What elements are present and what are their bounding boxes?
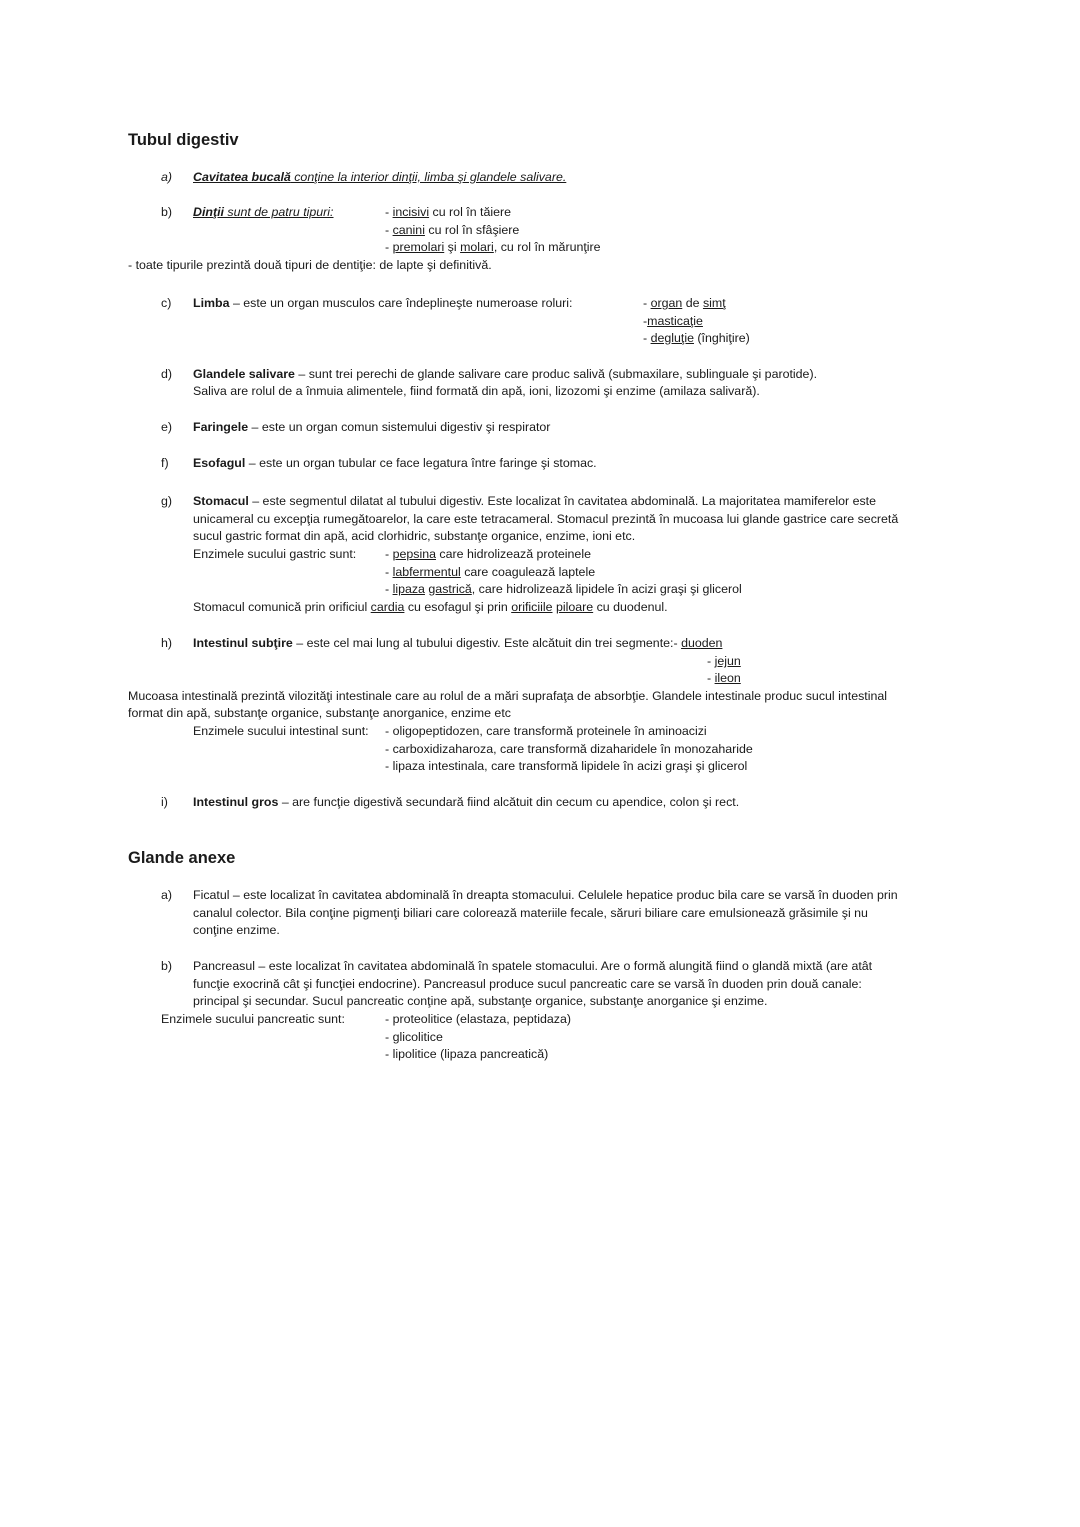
item-i-text [193,794,739,812]
tongue-role [643,313,703,331]
item-e-text [193,419,550,437]
item-i-desc: – are funcţie digestivă secundară fiind alcătuit din cecum cu apendice, colon şi rect. [278,795,740,809]
term: cardia [370,600,405,614]
term: gastrică [428,582,472,596]
pancreatic-enzyme: - proteolitice (elastaza, peptidaza) [385,1012,571,1026]
segment-item [707,653,741,671]
bullet: - [385,240,393,254]
gastric-enzyme [385,581,742,599]
term-desc: cu rol în tăiere [429,205,512,219]
teeth-list-item [385,204,511,222]
gland-b-letter: b) [161,959,173,973]
bullet: - [643,296,651,310]
bullet: - [707,671,715,685]
item-c-name: Limba [193,296,230,310]
item-a-bold: Cavitatea bucală [193,170,291,184]
term: pepsina [392,547,436,561]
term-desc: care coagulează laptele [460,565,596,579]
term: canini [392,223,425,237]
text: cu duodenul. [593,600,668,614]
item-c-letter: c) [161,296,172,310]
bullet: - [385,547,393,561]
term: jejun [714,654,741,668]
segment-item [707,670,741,688]
term-desc: care hidrolizează proteinele [435,547,591,561]
item-f-text [193,455,597,473]
item-b-lead-bold: Dinţii [193,205,224,219]
teeth-note: - toate tipurile prezintă două tipuri de dentiţie: de lapte şi definitivă. [128,258,492,272]
term-desc: , care hidrolizează lipidele în acizi graşi şi glicerol [471,582,742,596]
item-f-desc: – este un organ tubular ce face legatura între faringe şi stomac. [245,456,597,470]
gastric-enzyme [385,564,595,582]
bullet: - [385,223,393,237]
bullet: - [707,654,715,668]
term: masticaţie [647,314,703,328]
item-g-line2: unicameral cu excepţia rumegătoarelor, la care este tetracameral. Stomacul prezintă în mucoasa lui glande gastrice care secretă [193,512,899,526]
text: Stomacul comunică prin orificiul [193,600,371,614]
intestinal-enzyme: - oligopeptidozen, care transformă proteinele în aminoacizi [385,724,707,738]
gland-a-letter: a) [161,888,173,902]
item-g-name: Stomacul [193,494,249,508]
term-desc: şi [444,240,461,254]
term-desc: de [682,296,703,310]
gastric-enzyme [385,546,591,564]
term: orificiile [511,600,553,614]
item-e-letter: e) [161,420,173,434]
bullet: - [643,331,651,345]
intestinal-enzyme: - carboxidizaharoza, care transformă dizaharidele în monozaharide [385,742,753,756]
text: cu esofagul şi prin [404,600,512,614]
bullet: - [673,636,682,650]
item-d-name: Glandele salivare [193,367,295,381]
gland-b-line3: principal şi secundar. Sucul pancreatic conţine apă, substanţe organice, substanţe anorganice şi enzime. [193,994,768,1008]
section-title-glande-anexe: Glande anexe [128,849,236,867]
gland-a-line3: conţine enzime. [193,923,280,937]
bullet: - [385,582,393,596]
term: premolari [392,240,445,254]
pancreatic-enzyme: - glicolitice [385,1030,443,1044]
pancreatic-enzyme: - lipolitice (lipaza pancreatică) [385,1047,549,1061]
item-i-letter: i) [161,795,168,809]
item-g-text: – este segmentul dilatat al tubului digestiv. Este localizat în cavitatea abdominală. La majoritatea mamiferelor este [248,494,876,508]
item-d-letter: d) [161,367,173,381]
item-e-desc: – este un organ comun sistemului digestiv şi respirator [248,420,551,434]
bullet: - [385,205,393,219]
term: simţ [702,296,726,310]
bullet: - [385,565,393,579]
term: duoden [681,636,723,650]
item-h-desc: – este cel mai lung al tubului digestiv. Este alcătuit din trei segmente: [292,636,674,650]
stomach-openings [193,599,668,617]
bullet: - [643,314,648,328]
item-g-line3: sucul gastric format din apă, acid clorhidric, substanţe organice, enzime, ioni etc. [193,529,636,543]
teeth-list-item [385,239,601,257]
item-h-name: Intestinul subţire [193,636,293,650]
item-h-line1 [193,635,722,653]
term-desc: , cu rol în mărunţire [493,240,601,254]
term: incisivi [392,205,430,219]
item-a-text [193,169,566,187]
gland-a-line2: canalul colector. Bila conţine pigmenţi biliari care colorează materiile fecale, săruri biliare care emulsionează grăsimile şi nu [193,906,868,920]
item-g-line1 [193,493,876,511]
item-a-rest: conţine la interior dinţii, limba şi glandele salivare. [290,170,567,184]
mucosa-line1: Mucoasa intestinală prezintă vilozităţi intestinale care au rolul de a mări suprafaţa de absorbţie. Glandele intestinale produc sucul intestinal [128,689,888,703]
item-f-letter: f) [161,456,169,470]
item-a-letter: a) [161,170,173,184]
item-c-desc: – este un organ musculos care îndeplineşte numeroase roluri: [229,296,573,310]
item-f-name: Esofagul [193,456,246,470]
term: molari [460,240,494,254]
term: degluţie [650,331,694,345]
item-d-line1 [193,366,817,384]
item-h-letter: h) [161,636,173,650]
item-b-lead [193,204,334,222]
item-d-line2: Saliva are rolul de a înmuia alimentele, fiind formată din apă, ioni, lizozomi şi enzime (amilaza salivară). [193,384,760,398]
item-g-letter: g) [161,494,173,508]
term-desc: cu rol în sfâşiere [424,223,520,237]
intestinal-enzyme: - lipaza intestinala, care transformă lipidele în acizi graşi şi glicerol [385,759,748,773]
term: ileon [714,671,741,685]
teeth-list-item [385,222,519,240]
mucosa-line2: format din apă, substanţe organice, substanţe anorganice, enzime etc [128,706,511,720]
tongue-role [643,330,750,348]
item-c-text [193,295,573,313]
item-b-lead-rest: sunt de patru tipuri: [223,205,334,219]
gland-b-line1: Pancreasul – este localizat în cavitatea abdominală în spatele stomacului. Are o formă alungită fiind o glandă mixtă (are atât [193,959,873,973]
intestinal-enzymes-label: Enzimele sucului intestinal sunt: [193,724,369,738]
item-b-letter: b) [161,205,173,219]
section-title-tubul-digestiv: Tubul digestiv [128,131,239,149]
gland-a-line1: Ficatul – este localizat în cavitatea abdominală în dreapta stomacului. Celulele hepatice produc bila care se varsă în duoden prin [193,888,898,902]
term: lipaza [392,582,425,596]
term-desc: (înghiţire) [693,331,750,345]
term: piloare [555,600,594,614]
term: labfermentul [392,565,461,579]
item-d-text: – sunt trei perechi de glande salivare care produc salivă (submaxilare, sublinguale şi parotide). [294,367,818,381]
pancreatic-enzymes-label: Enzimele sucului pancreatic sunt: [161,1012,345,1026]
gland-b-line2: funcţie exocrină cât şi funcţiei endocrine). Pancreasul produce sucul pancreatic care se varsă în duoden prin două canale: [193,977,862,991]
item-i-name: Intestinul gros [193,795,279,809]
item-e-name: Faringele [193,420,249,434]
gastric-enzymes-label: Enzimele sucului gastric sunt: [193,547,357,561]
term: organ [650,296,683,310]
tongue-role [643,295,726,313]
